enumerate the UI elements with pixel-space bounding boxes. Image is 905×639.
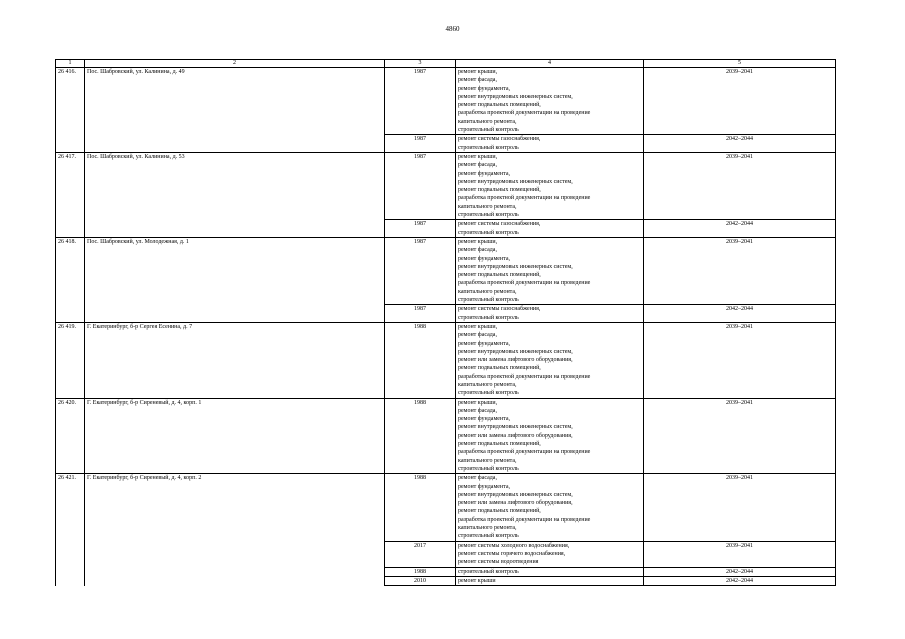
row-number: 26 421. (56, 474, 85, 541)
period-cell: 2039–2041 (644, 68, 836, 135)
header-cell: 1 (56, 60, 85, 68)
address-cell: Г. Екатеринбург, б-р Сергея Есенина, д. 7 (85, 322, 385, 398)
works-cell: ремонт системы холодного водоснабжения, ремонт системы горячего водоснабжения, ремонт системы водоотведения (456, 541, 644, 567)
year-cell: 1988 (385, 322, 456, 398)
table-row (56, 152, 836, 219)
header-cell: 5 (644, 60, 836, 68)
period-cell: 2039–2041 (644, 152, 836, 219)
year-cell: 1987 (385, 135, 456, 153)
row-number: 26 417. (56, 152, 85, 219)
period-cell: 2039–2041 (644, 322, 836, 398)
works-cell: ремонт крыши, ремонт фасада, ремонт фундамента, ремонт внутридомовых инженерных систем, ремонт или замена лифтового оборудования, ремонт подвальных помещений, разработка проектной документации на проведение капитального ремонта, строительный контроль (456, 398, 644, 474)
year-cell: 1988 (385, 474, 456, 541)
table-row (56, 398, 836, 474)
year-cell: 1987 (385, 237, 456, 304)
table-row (56, 567, 836, 576)
works-cell: ремонт системы газоснабжения, строительный контроль (456, 135, 644, 153)
table-row (56, 220, 836, 238)
table-row (56, 541, 836, 567)
year-cell: 1988 (385, 567, 456, 576)
table-row (56, 474, 836, 541)
year-cell: 2017 (385, 541, 456, 567)
year-cell: 2010 (385, 576, 456, 585)
period-cell: 2042–2044 (644, 220, 836, 238)
works-cell: ремонт крыши (456, 576, 644, 585)
works-cell: ремонт крыши, ремонт фасада, ремонт фундамента, ремонт внутридомовых инженерных систем, ремонт подвальных помещений, разработка проектной документации на проведение капитального ремонта, строительный контроль (456, 152, 644, 219)
year-cell: 1987 (385, 220, 456, 238)
period-cell: 2042–2044 (644, 305, 836, 323)
header-cell: 3 (385, 60, 456, 68)
works-cell: строительный контроль (456, 567, 644, 576)
row-number: 26 418. (56, 237, 85, 304)
works-cell: ремонт системы газоснабжения, строительный контроль (456, 305, 644, 323)
period-cell: 2042–2044 (644, 135, 836, 153)
row-number: 26 416. (56, 68, 85, 135)
row-number: 26 419. (56, 322, 85, 398)
works-cell: ремонт крыши, ремонт фасада, ремонт фундамента, ремонт внутридомовых инженерных систем, ремонт подвальных помещений, разработка проектной документации на проведение капитального ремонта, строительный контроль (456, 237, 644, 304)
period-cell: 2039–2041 (644, 541, 836, 567)
period-cell: 2039–2041 (644, 398, 836, 474)
address-cell: Пос. Шабровский, ул. Калинина, д. 49 (85, 68, 385, 135)
page-number: 4860 (445, 25, 460, 33)
table-row (56, 576, 836, 585)
table-row (56, 237, 836, 304)
year-cell: 1987 (385, 152, 456, 219)
capital-repair-table (55, 59, 836, 586)
header-cell: 4 (456, 60, 644, 68)
table-row (56, 68, 836, 135)
works-cell: ремонт фасада, ремонт фундамента, ремонт внутридомовых инженерных систем, ремонт или замена лифтового оборудования, ремонт подвальных помещений, разработка проектной документации на проведение капитального ремонта, строительный контроль (456, 474, 644, 541)
address-cell: Г. Екатеринбург, б-р Сиреневый, д. 4, корп. 2 (85, 474, 385, 541)
period-cell: 2042–2044 (644, 576, 836, 585)
period-cell: 2042–2044 (644, 567, 836, 576)
address-cell: Пос. Шабровский, ул. Калинина, д. 53 (85, 152, 385, 219)
table-row (56, 322, 836, 398)
address-cell: Пос. Шабровский, ул. Молодежная, д. 1 (85, 237, 385, 304)
address-cell: Г. Екатеринбург, б-р Сиреневый, д. 4, корп. 1 (85, 398, 385, 474)
year-cell: 1987 (385, 305, 456, 323)
year-cell: 1987 (385, 68, 456, 135)
period-cell: 2039–2041 (644, 474, 836, 541)
year-cell: 1988 (385, 398, 456, 474)
period-cell: 2039–2041 (644, 237, 836, 304)
works-cell: ремонт системы газоснабжения, строительный контроль (456, 220, 644, 238)
table-row (56, 135, 836, 153)
works-cell: ремонт крыши, ремонт фасада, ремонт фундамента, ремонт внутридомовых инженерных систем, ремонт или замена лифтового оборудования, ремонт подвальных помещений, разработка проектной документации на проведение капитального ремонта, строительный контроль (456, 322, 644, 398)
row-number: 26 420. (56, 398, 85, 474)
table-row (56, 305, 836, 323)
works-cell: ремонт крыши, ремонт фасада, ремонт фундамента, ремонт внутридомовых инженерных систем, ремонт подвальных помещений, разработка проектной документации на проведение капитального ремонта, строительный контроль (456, 68, 644, 135)
table-header-row (56, 60, 836, 68)
header-cell: 2 (85, 60, 385, 68)
